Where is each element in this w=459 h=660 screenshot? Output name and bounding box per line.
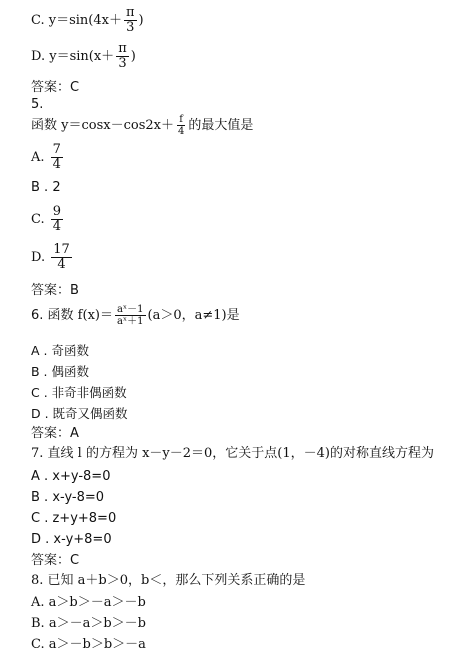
pi-over-3-fraction [116, 42, 129, 71]
fraction-denominator: 3 [126, 20, 135, 35]
option-c-text: C. y＝sin(4x＋ [31, 13, 122, 28]
question-6-number: 6. [31, 308, 44, 323]
close-paren: ) [130, 49, 136, 64]
question-5-stem [31, 114, 253, 137]
q6-stem-text: 函数 f(x)＝ [47, 308, 113, 323]
option-c-line [31, 6, 144, 35]
q6-option-c: C . 非奇非偶函数 [31, 385, 127, 400]
q5-stem-tail: 的最大值是 [188, 118, 254, 133]
q6-option-d: D . 既奇又偶函数 [31, 406, 128, 421]
answer-2: 答案：B [31, 283, 79, 298]
q5-a-fraction [51, 143, 63, 172]
question-6-stem [31, 304, 240, 327]
q6-option-a: A . 奇函数 [31, 343, 89, 358]
answer-3: 答案：A [31, 426, 79, 441]
fraction-numerator: 9 [52, 204, 62, 219]
option-label: D. [31, 250, 46, 265]
q7-option-a: A . x+y-8=0 [31, 469, 111, 484]
q5-option-a [31, 143, 65, 172]
fraction-denominator: 4 [52, 219, 62, 234]
fraction-numerator: π [125, 5, 135, 20]
option-d-line [31, 42, 136, 71]
q5-option-b: B . 2 [31, 180, 61, 195]
fraction-numerator: 17 [53, 242, 70, 257]
close-paren: ) [138, 13, 144, 28]
q5-option-d [31, 243, 74, 272]
fraction-denominator: 4 [177, 126, 185, 137]
fraction-denominator: 4 [57, 257, 66, 272]
fraction-denominator: 4 [52, 157, 61, 172]
q6-option-b: B . 偶函数 [31, 364, 89, 379]
fraction-denominator: 3 [118, 56, 127, 71]
answer-4: 答案：C [31, 553, 80, 568]
q5-fraction [176, 114, 186, 137]
q5-d-fraction [51, 243, 72, 272]
q7-option-c: C . z+y+8=0 [31, 511, 117, 526]
question-5-number: 5. [31, 97, 44, 112]
fraction-numerator: 7 [52, 142, 61, 157]
q6-fraction [115, 304, 146, 327]
option-label: A. [31, 150, 45, 165]
option-label: C. [31, 212, 45, 227]
q7-option-b: B . x-y-8=0 [31, 490, 105, 505]
fraction-denominator: aˣ＋1 [116, 316, 144, 327]
q8-option-b: B. a＞－a＞b＞－b [31, 616, 146, 631]
q8-option-c: C. a＞－b＞b＞－a [31, 637, 146, 652]
fraction-numerator: f [179, 114, 183, 125]
fraction-numerator: π [118, 41, 127, 56]
q5-option-c [31, 205, 65, 234]
q7-option-d: D . x-y+8=0 [31, 532, 112, 547]
q5-c-fraction [51, 205, 63, 234]
pi-over-3-fraction [124, 6, 137, 35]
q8-option-a: A. a＞b＞－a＞－b [31, 595, 146, 610]
fraction-numerator: aˣ－1 [116, 304, 144, 315]
question-7-stem: 7. 直线 l 的方程为 x－y－2＝0，它关于点(1，－4)的对称直线方程为 [31, 446, 434, 461]
question-8-stem: 8. 已知 a＋b＞0，b＜，那么下列关系正确的是 [31, 573, 306, 588]
q6-stem-tail: (a＞0，a≠1)是 [147, 308, 240, 323]
answer-1: 答案：C [31, 80, 80, 95]
q5-stem-text: 函数 y＝cosx－cos2x＋ [31, 118, 174, 133]
option-d-text: D. y＝sin(x＋ [31, 49, 115, 64]
